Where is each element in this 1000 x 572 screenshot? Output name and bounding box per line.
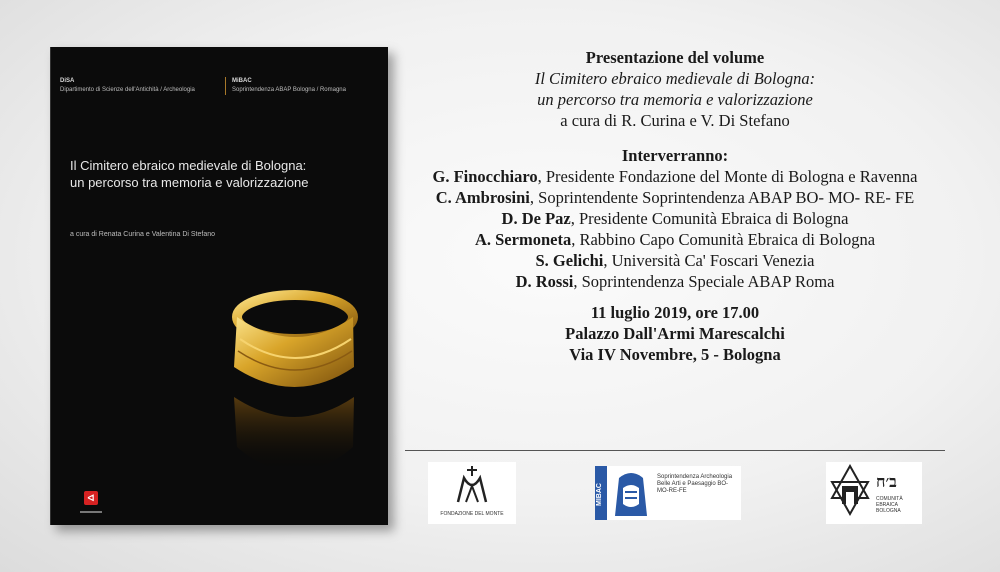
book-header-left	[60, 77, 195, 95]
book-header-left-abbr: DiSA	[60, 78, 75, 84]
gold-ring-image	[220, 287, 370, 497]
logo2-caption: Soprintendenza Archeologia Belle Arti e Paesaggio BO-MO-RE-FE	[657, 474, 733, 494]
mibac-bar	[595, 466, 607, 520]
book-title-line2: un percorso tra memoria e valorizzazione	[70, 175, 309, 190]
event-venue: Palazzo Dall'Armi Marescalchi	[565, 324, 785, 343]
speakers-heading: Interverranno:	[621, 146, 729, 165]
book-title	[70, 157, 370, 191]
fondazione-del-monte-logo	[428, 462, 516, 524]
book-header-right	[225, 77, 346, 95]
speaker-name: A. Sermoneta	[474, 230, 572, 249]
speaker-role: , Rabbino Capo Comunità Ebraica di Bologna	[571, 230, 876, 249]
speaker-name: D. Rossi	[515, 272, 574, 291]
book-header-right-abbr: MiBAC	[232, 78, 252, 84]
book-title-line1: Il Cimitero ebraico medievale di Bologna:	[70, 158, 307, 173]
star-of-david-icon	[828, 464, 872, 522]
volume-title-line2: un percorso tra memoria e valorizzazione	[537, 90, 813, 109]
mibac-side-label: MIBAC	[596, 483, 603, 506]
book-header-right-text: Soprintendenza ABAP Bologna / Romagna	[232, 87, 346, 93]
speaker-item	[405, 166, 945, 187]
speaker-item	[405, 229, 945, 250]
invitation-text	[405, 47, 945, 365]
book-authors: a cura di Renata Curina e Valentina Di Stefano	[70, 231, 216, 238]
speaker-role: , Soprintendente Soprintendenza ABAP BO- MO- RE- FE	[529, 188, 915, 207]
book-cover	[50, 47, 388, 525]
pharaoh-head-icon	[609, 468, 653, 518]
speaker-role: , Università Ca' Foscari Venezia	[603, 251, 815, 270]
speaker-role: , Presidente Fondazione del Monte di Bologna e Ravenna	[537, 167, 918, 186]
speaker-name: G. Finocchiaro	[432, 167, 538, 186]
fondazione-emblem-icon	[428, 462, 516, 506]
hebrew-letters: ב׳ח	[876, 472, 897, 491]
speaker-item	[405, 187, 945, 208]
speaker-name: D. De Paz	[501, 209, 571, 228]
presentation-heading: Presentazione del volume	[585, 48, 765, 67]
speaker-item	[405, 208, 945, 229]
speaker-item	[405, 271, 945, 292]
volume-editors: a cura di R. Curina e V. Di Stefano	[560, 111, 790, 130]
speaker-item	[405, 250, 945, 271]
speaker-role: , Presidente Comunità Ebraica di Bologna	[570, 209, 849, 228]
speaker-name: S. Gelichi	[535, 251, 604, 270]
publisher-logo-underline	[80, 511, 102, 513]
logo1-caption: FONDAZIONE DEL MONTE	[440, 511, 504, 517]
mibac-soprintendenza-logo	[595, 466, 741, 520]
event-date-time: 11 luglio 2019, ore 17.00	[590, 303, 760, 322]
logo3-caption: COMUNITÀ EBRAICA BOLOGNA	[876, 496, 903, 514]
divider	[405, 450, 945, 451]
book-header-left-text: Dipartimento di Scienze dell'Antichità / Archeologia	[60, 87, 195, 93]
comunita-ebraica-logo	[826, 462, 922, 524]
speaker-role: , Soprintendenza Speciale ABAP Roma	[573, 272, 835, 291]
volume-title-line1: Il Cimitero ebraico medievale di Bologna:	[534, 69, 816, 88]
event-address: Via IV Novembre, 5 - Bologna	[569, 345, 781, 364]
publisher-logo: ᐊ	[84, 491, 98, 505]
speaker-name: C. Ambrosini	[435, 188, 530, 207]
